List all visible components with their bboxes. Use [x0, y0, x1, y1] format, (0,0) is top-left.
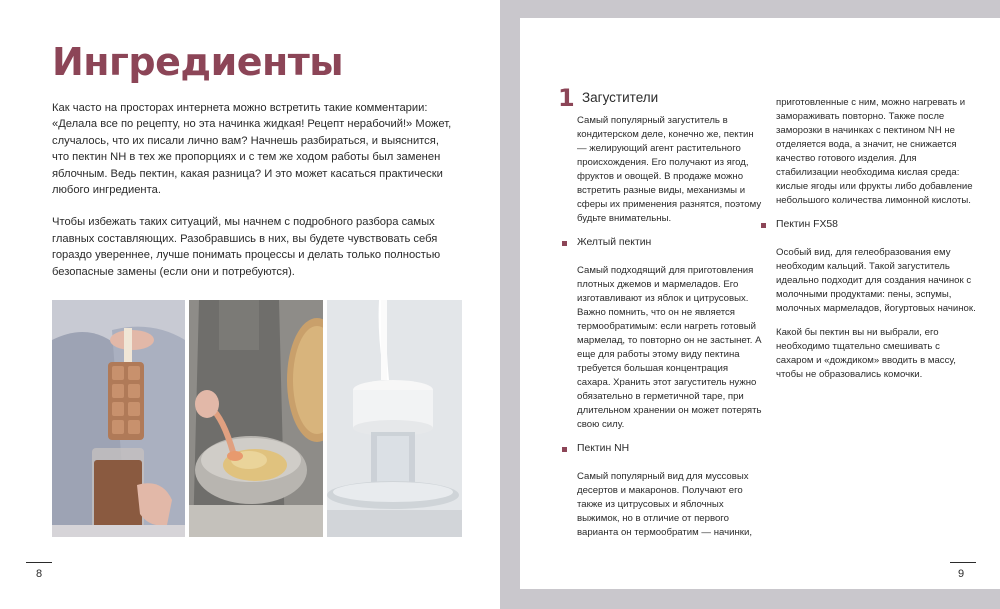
page-number-right: 9: [958, 568, 965, 580]
photo-glazing-dessert: [327, 300, 462, 537]
right-spread-background: [500, 0, 1000, 609]
subhead-label: Желтый пектин: [577, 237, 652, 248]
right-page: [520, 18, 1000, 589]
section-title: Загустители: [582, 90, 659, 105]
subhead-pectin-fx58: [761, 218, 976, 232]
subhead-label: Пектин FX58: [776, 219, 838, 230]
intro-text: [52, 100, 452, 280]
folio-rule-right: [950, 562, 976, 563]
subhead-label: Пектин NH: [577, 443, 630, 454]
intro-paragraph-1: Как часто на просторах интернета можно встретить такие комментарии: «Делала все по рецепту, но эта начинка жидкая! Рецепт нерабочий!» Может, случалось, что их писали лично вам? Начнешь разбираться, и выяснится, что пектин NH в тех же пропорциях и с тем же ходом работы был заменен яблочным. Ведь пектин, какая разница? И это может касаться практически любого ингредиента.: [52, 102, 452, 197]
square-bullet-icon: [761, 223, 766, 228]
photo-chocolate-popsicle: [52, 300, 185, 537]
intro-paragraph-2: Чтобы избежать таких ситуаций, мы начнем с подробного разбора самых главных составляющих. Разобравшись в них, вы будете чувствовать себя гораздо увереннее, лучше понимать процессы и делать только полностью безопасные замены (если они и потребуются).: [52, 216, 441, 278]
square-bullet-icon: [562, 241, 567, 246]
square-bullet-icon: [562, 447, 567, 452]
column-left: [577, 114, 763, 550]
column-right: [776, 96, 976, 392]
pectin-nh-continuation: приготовленные с ним, можно нагревать и замораживать повторно. Также после заморозки в начинках с пектином NH не отделяется вода, а значит, не снижается качество готового изделия. Для стабилизации необходима кислая среда: кислые ягоды или фрукты либо добавление небольшого количества лимонной кислоты.: [776, 97, 973, 206]
pectin-nh-text: Самый популярный вид для муссовых десертов и макаронов. Получают его также из цитрусовых и яблочных выжимок, но в отличие от первого варианта он термообратим — начинки,: [577, 471, 752, 538]
section-number: 1: [558, 84, 575, 112]
pectin-fx58-text: Особый вид, для гелеобразования ему необходим кальций. Такой загуститель идеально подходит для создания начинок с молочными продуктами: пены, эспумы, молочных мармеладов, йогуртовых начинок.: [776, 247, 976, 314]
closing-text: Какой бы пектин вы ни выбрали, его необходимо тщательно смешивать с сахаром и «дождиком» вводить в массу, чтобы не образовались комочки.: [776, 327, 956, 380]
photo-mixing-bowl: [189, 300, 323, 537]
yellow-pectin-text: Самый подходящий для приготовления плотных джемов и мармеладов. Его изготавливают из яблок и цитрусовых. Важно помнить, что он не является термообратимым: если нагреть готовый мармелад, то повторно он не застынет. А еще для работы этому виду пектина требуется большая концентрация сахара. Хранить этот загуститель нужно обязательно в герметичной таре, при длительном хранении он может потерять свою силу.: [577, 265, 762, 430]
subhead-yellow-pectin: [562, 236, 763, 250]
page-number-left: 8: [36, 568, 43, 580]
page-title: Ингредиенты: [52, 40, 344, 84]
folio-rule-left: [26, 562, 52, 563]
subhead-pectin-nh: [562, 442, 763, 456]
section-intro: Самый популярный загуститель в кондитерском деле, конечно же, пектин — желирующий агент растительного происхождения. Его получают из ягод, фруктов и овощей. В продаже можно встретить разные виды, механизмы и сферы их применения разнятся, поэтому будьте внимательны.: [577, 115, 762, 224]
